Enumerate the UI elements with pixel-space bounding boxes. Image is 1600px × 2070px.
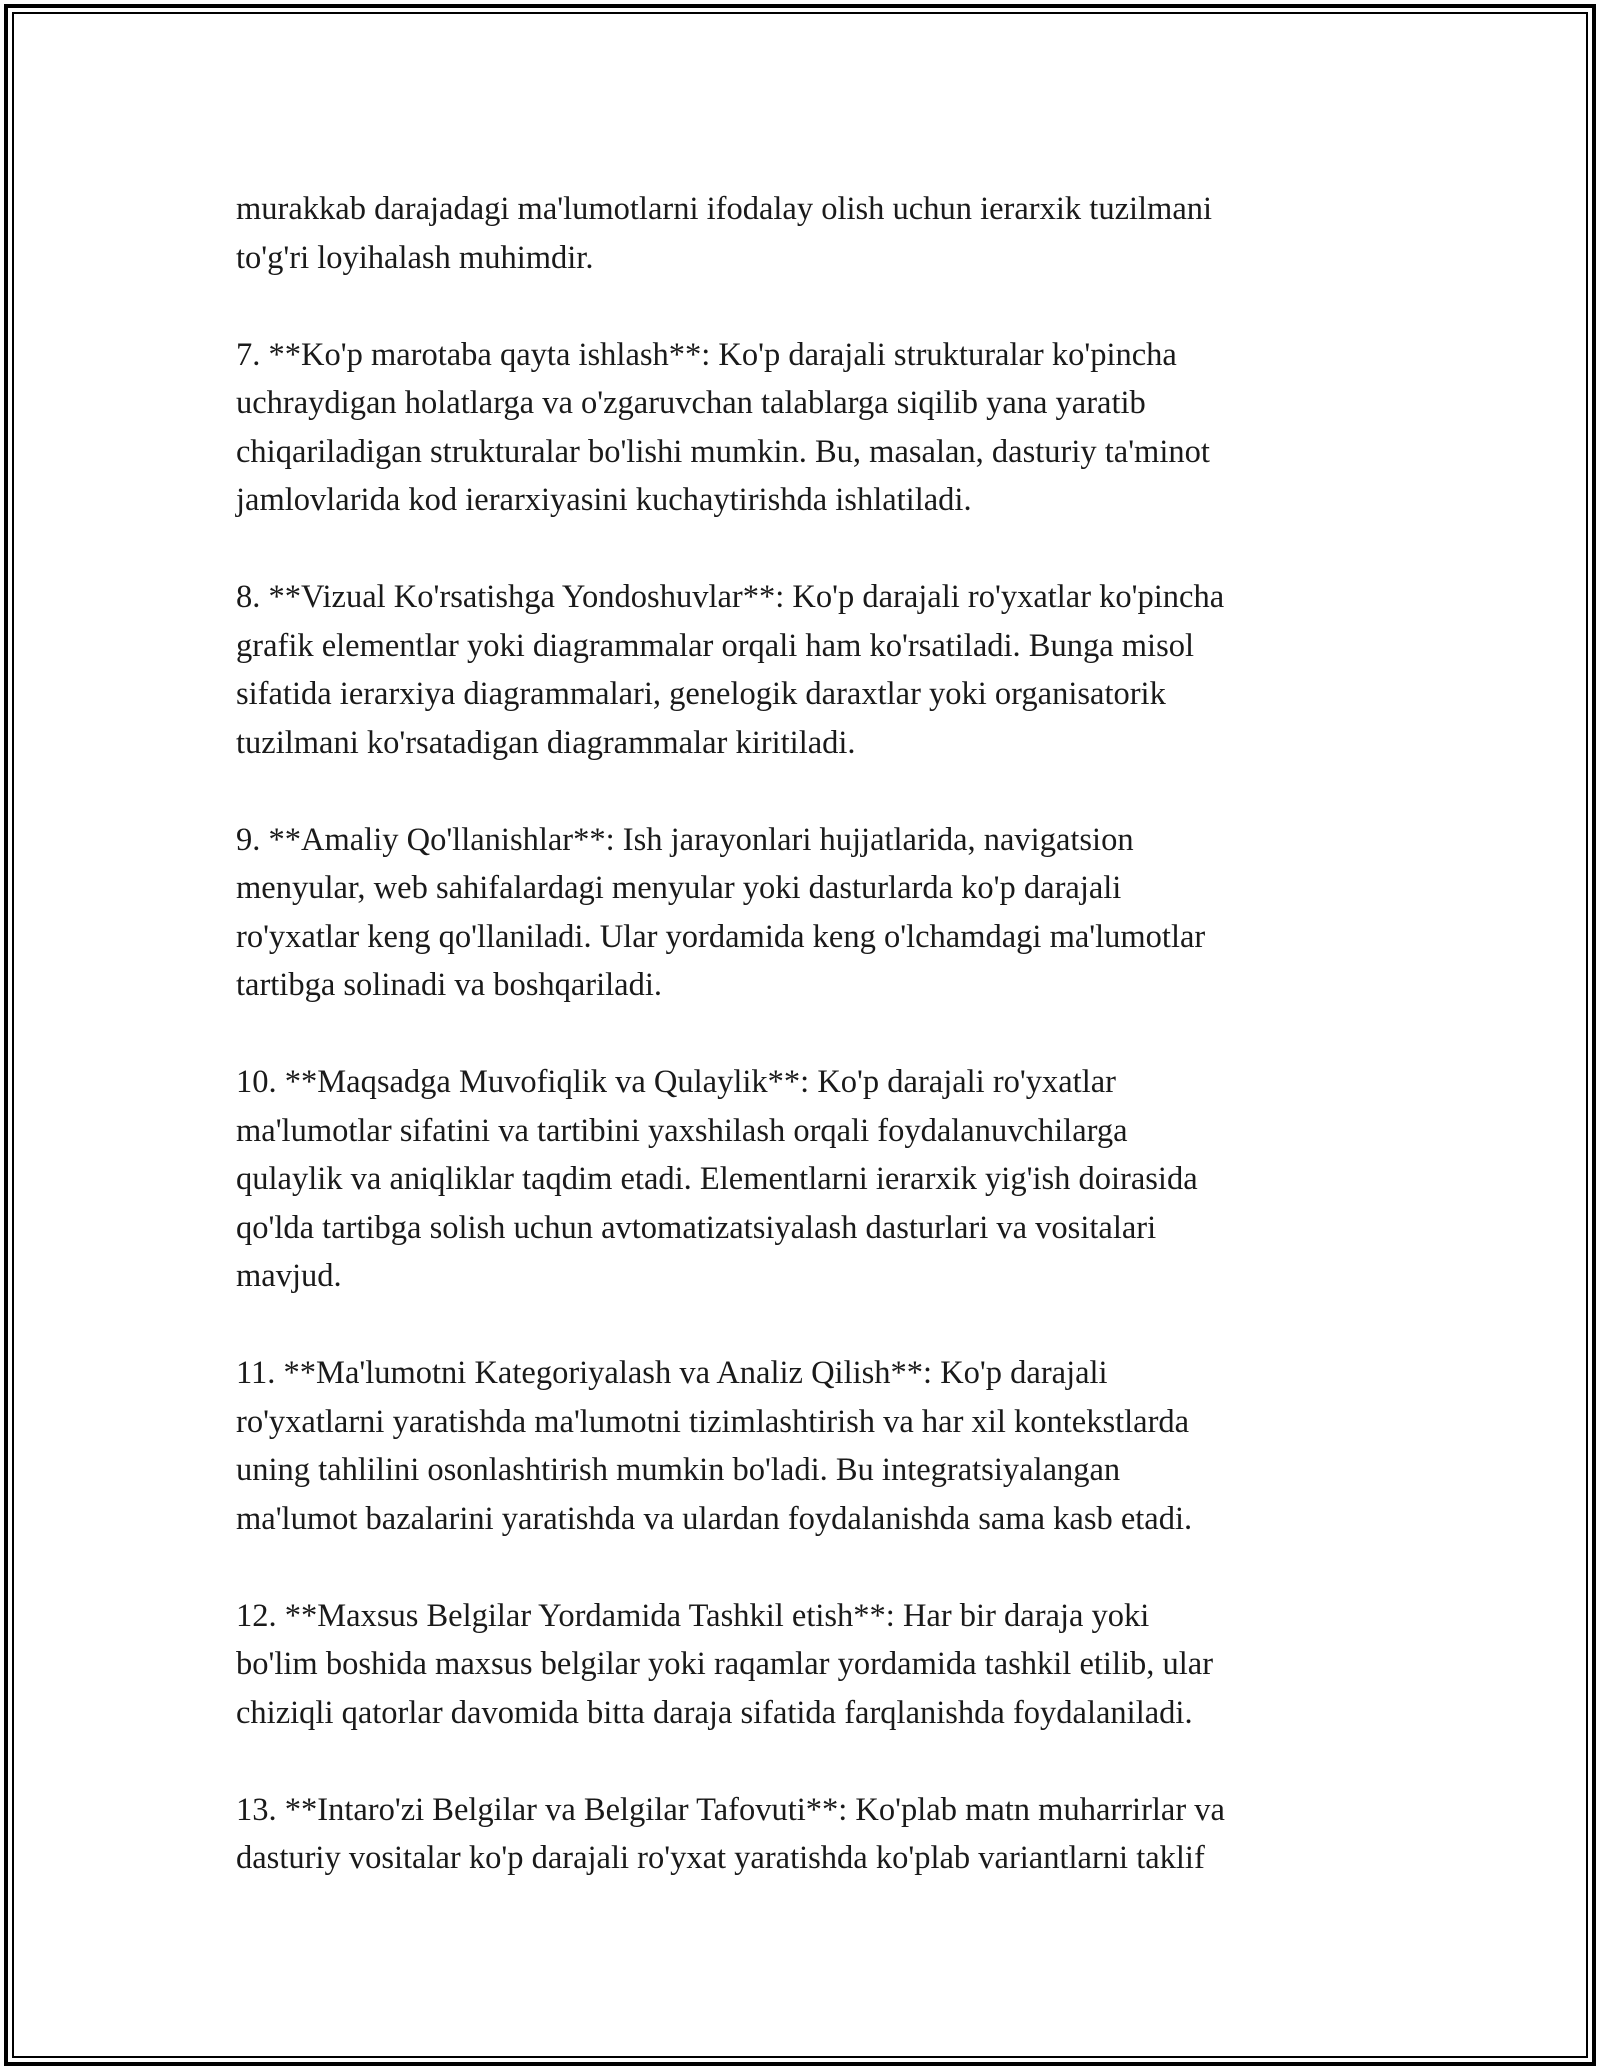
list-item-10: 10. **Maqsadga Muvofiqlik va Qulaylik**: Ko'p darajali ro'yxatlar ma'lumotlar sifatini va tartibini yaxshilash orqali foydalanuvchilarga qulaylik va aniqliklar taqdim etadi. Elementlarni ierarxik yig'ish doirasida qo'lda tartibga solish uchun avtomatizatsiyalash dasturlari va vositalari mavjud. [236, 1064, 1198, 1294]
list-item-9: 9. **Amaliy Qo'llanishlar**: Ish jarayonlari hujjatlarida, navigatsion menyular, web sahifalardagi menyular yoki dasturlarda ko'p darajali ro'yxatlar keng qo'llaniladi. Ular yordamida keng o'lchamdagi ma'lumotlar tartibga solinadi va boshqariladi. [236, 821, 1206, 1003]
document-body [236, 185, 1386, 1931]
list-item-12: 12. **Maxsus Belgilar Yordamida Tashkil etish**: Har bir daraja yoki bo'lim boshida maxsus belgilar yoki raqamlar yordamida tashkil etilib, ular chiziqli qatorlar davomida bitta daraja sifatida farqlanishda foydalaniladi. [236, 1597, 1214, 1731]
list-item-8: 8. **Vizual Ko'rsatishga Yondoshuvlar**: Ko'p darajali ro'yxatlar ko'pincha grafik elementlar yoki diagrammalar orqali ham ko'rsatiladi. Bunga misol sifatida ierarxiya diagrammalari, genelogik daraxtlar yoki organisatorik tuzilmani ko'rsatadigan diagrammalar kiritiladi. [236, 579, 1225, 761]
list-item-7: 7. **Ko'p marotaba qayta ishlash**: Ko'p darajali strukturalar ko'pincha uchraydigan holatlarga va o'zgaruvchan talablarga siqilib yana yaratib chiqariladigan strukturalar bo'lishi mumkin. Bu, masalan, dasturiy ta'minot jamlovlarida kod ierarxiyasini kuchaytirishda ishlatiladi. [236, 336, 1210, 518]
list-item-13: 13. **Intaro'zi Belgilar va Belgilar Tafovuti**: Ko'plab matn muharrirlar va dasturiy vositalar ko'p darajali ro'yxat yaratishda ko'plab variantlarni taklif [236, 1791, 1225, 1876]
paragraph-continuation: murakkab darajadagi ma'lumotlarni ifodalay olish uchun ierarxik tuzilmani to'g'ri loyihalash muhimdir. [236, 191, 1213, 276]
list-item-11: 11. **Ma'lumotni Kategoriyalash va Analiz Qilish**: Ko'p darajali ro'yxatlarni yaratishda ma'lumotni tizimlashtirish va har xil kontekstlarda uning tahlilini osonlashtirish mumkin bo'ladi. Bu integratsiyalangan ma'lumot bazalarini yaratishda va ulardan foydalanishda sama kasb etadi. [236, 1355, 1193, 1537]
